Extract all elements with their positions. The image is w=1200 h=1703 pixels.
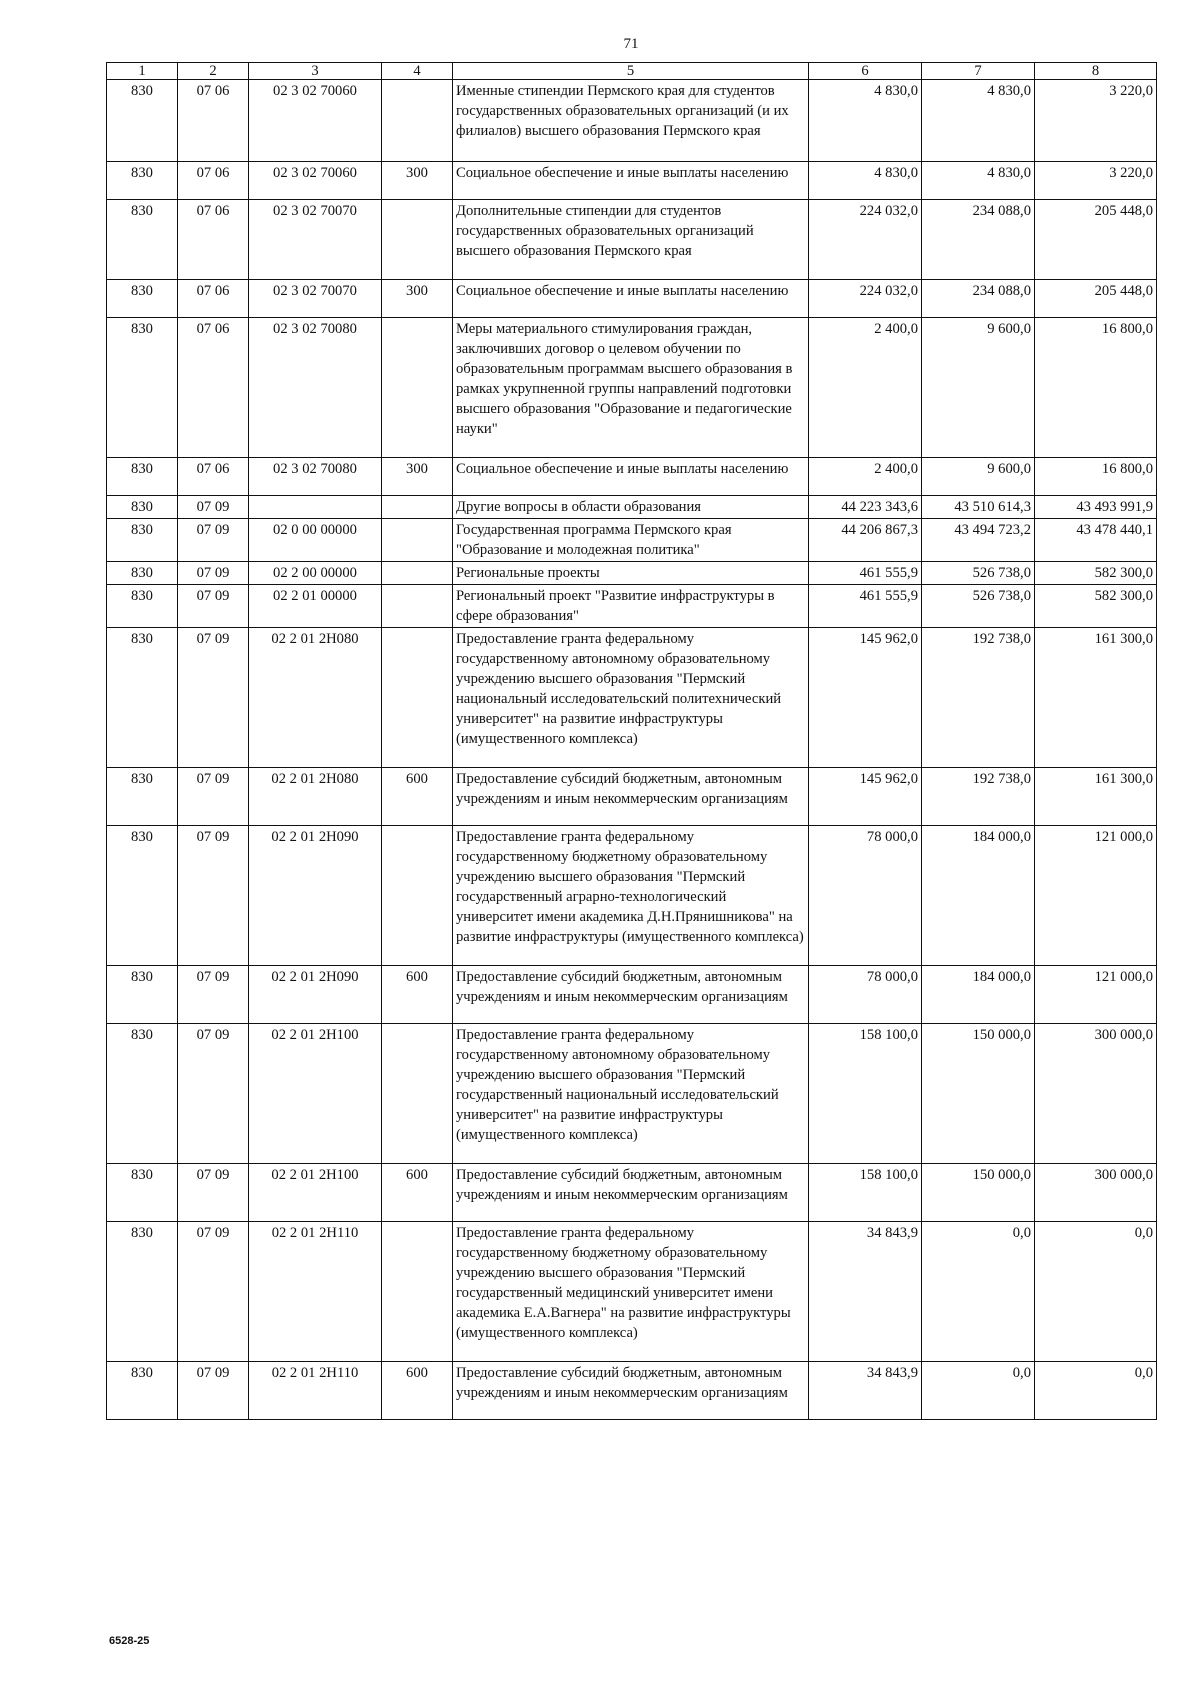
code-admin-cell: 830 <box>107 200 178 280</box>
code-section-cell: 07 06 <box>178 162 249 200</box>
code-expense-type-cell: 300 <box>382 458 453 496</box>
code-expense-type-cell: 300 <box>382 162 453 200</box>
code-expense-type-cell: 600 <box>382 966 453 1024</box>
description-cell: Региональный проект "Развитие инфраструктуры в сфере образования" <box>453 585 809 628</box>
table-row <box>107 966 1157 1024</box>
code-target-cell: 02 2 01 2Н100 <box>249 1164 382 1222</box>
amount-2026-cell: 43 494 723,2 <box>922 519 1035 562</box>
amount-2026-cell: 43 510 614,3 <box>922 496 1035 519</box>
code-admin-cell: 830 <box>107 966 178 1024</box>
amount-2025-cell: 4 830,0 <box>809 162 922 200</box>
code-admin-cell: 830 <box>107 826 178 966</box>
table-row <box>107 1024 1157 1164</box>
code-admin-cell: 830 <box>107 80 178 162</box>
code-target-cell: 02 2 01 2Н090 <box>249 966 382 1024</box>
code-expense-type-cell: 600 <box>382 1164 453 1222</box>
table-row <box>107 826 1157 966</box>
table-row <box>107 1164 1157 1222</box>
description-cell: Меры материального стимулирования граждан, заключивших договор о целевом обучении по образовательным программам высшего образования в рамках укрупненной группы направлений подготовки высшего образования "Образование и педагогические науки" <box>453 318 809 458</box>
table-row <box>107 562 1157 585</box>
table-row <box>107 768 1157 826</box>
amount-2027-cell: 43 478 440,1 <box>1035 519 1157 562</box>
description-cell: Предоставление субсидий бюджетным, автономным учреждениям и иным некоммерческим организациям <box>453 768 809 826</box>
amount-2026-cell: 4 830,0 <box>922 80 1035 162</box>
amount-2025-cell: 2 400,0 <box>809 458 922 496</box>
amount-2026-cell: 526 738,0 <box>922 562 1035 585</box>
code-target-cell: 02 2 01 2Н080 <box>249 628 382 768</box>
amount-2025-cell: 461 555,9 <box>809 562 922 585</box>
table-row <box>107 200 1157 280</box>
column-header: 5 <box>453 63 809 80</box>
code-target-cell: 02 3 02 70070 <box>249 200 382 280</box>
code-section-cell: 07 09 <box>178 585 249 628</box>
code-section-cell: 07 09 <box>178 1164 249 1222</box>
code-section-cell: 07 09 <box>178 768 249 826</box>
amount-2026-cell: 184 000,0 <box>922 966 1035 1024</box>
budget-table <box>106 62 1157 1420</box>
code-expense-type-cell <box>382 1222 453 1362</box>
amount-2026-cell: 0,0 <box>922 1362 1035 1420</box>
code-section-cell: 07 06 <box>178 80 249 162</box>
amount-2026-cell: 4 830,0 <box>922 162 1035 200</box>
code-section-cell: 07 09 <box>178 562 249 585</box>
amount-2025-cell: 78 000,0 <box>809 966 922 1024</box>
amount-2027-cell: 16 800,0 <box>1035 318 1157 458</box>
code-target-cell: 02 0 00 00000 <box>249 519 382 562</box>
description-cell: Предоставление гранта федеральному государственному автономному образовательному учреждению высшего образования "Пермский национальный исследовательский политехнический университет" на развитие инфраструктуры (имущественного комплекса) <box>453 628 809 768</box>
code-expense-type-cell <box>382 826 453 966</box>
code-expense-type-cell <box>382 496 453 519</box>
column-header: 1 <box>107 63 178 80</box>
amount-2026-cell: 0,0 <box>922 1222 1035 1362</box>
amount-2026-cell: 234 088,0 <box>922 200 1035 280</box>
amount-2027-cell: 205 448,0 <box>1035 280 1157 318</box>
description-cell: Предоставление субсидий бюджетным, автономным учреждениям и иным некоммерческим организациям <box>453 1164 809 1222</box>
code-expense-type-cell <box>382 318 453 458</box>
code-target-cell: 02 3 02 70070 <box>249 280 382 318</box>
code-section-cell: 07 06 <box>178 200 249 280</box>
code-expense-type-cell: 300 <box>382 280 453 318</box>
header-row <box>107 63 1157 80</box>
code-admin-cell: 830 <box>107 1024 178 1164</box>
table-row <box>107 280 1157 318</box>
amount-2027-cell: 205 448,0 <box>1035 200 1157 280</box>
amount-2026-cell: 526 738,0 <box>922 585 1035 628</box>
amount-2025-cell: 78 000,0 <box>809 826 922 966</box>
code-section-cell: 07 09 <box>178 1222 249 1362</box>
column-header: 6 <box>809 63 922 80</box>
code-target-cell: 02 2 01 2Н110 <box>249 1362 382 1420</box>
amount-2025-cell: 158 100,0 <box>809 1164 922 1222</box>
code-section-cell: 07 06 <box>178 458 249 496</box>
table-row <box>107 318 1157 458</box>
table-row <box>107 80 1157 162</box>
code-expense-type-cell <box>382 519 453 562</box>
column-header: 4 <box>382 63 453 80</box>
table-row <box>107 162 1157 200</box>
amount-2027-cell: 16 800,0 <box>1035 458 1157 496</box>
code-admin-cell: 830 <box>107 585 178 628</box>
code-admin-cell: 830 <box>107 496 178 519</box>
code-admin-cell: 830 <box>107 280 178 318</box>
description-cell: Другие вопросы в области образования <box>453 496 809 519</box>
code-expense-type-cell <box>382 562 453 585</box>
table-row <box>107 628 1157 768</box>
code-target-cell: 02 3 02 70080 <box>249 458 382 496</box>
code-target-cell: 02 2 00 00000 <box>249 562 382 585</box>
code-section-cell: 07 09 <box>178 826 249 966</box>
amount-2025-cell: 44 206 867,3 <box>809 519 922 562</box>
description-cell: Социальное обеспечение и иные выплаты населению <box>453 162 809 200</box>
amount-2027-cell: 300 000,0 <box>1035 1164 1157 1222</box>
description-cell: Социальное обеспечение и иные выплаты населению <box>453 458 809 496</box>
description-cell: Предоставление субсидий бюджетным, автономным учреждениям и иным некоммерческим организациям <box>453 1362 809 1420</box>
amount-2025-cell: 34 843,9 <box>809 1362 922 1420</box>
amount-2025-cell: 34 843,9 <box>809 1222 922 1362</box>
page-number: 71 <box>623 36 639 52</box>
amount-2027-cell: 582 300,0 <box>1035 585 1157 628</box>
code-section-cell: 07 09 <box>178 628 249 768</box>
code-target-cell: 02 3 02 70080 <box>249 318 382 458</box>
code-expense-type-cell <box>382 1024 453 1164</box>
amount-2025-cell: 461 555,9 <box>809 585 922 628</box>
description-cell: Именные стипендии Пермского края для студентов государственных образовательных организаций (и их филиалов) высшего образования Пермского края <box>453 80 809 162</box>
table-row <box>107 519 1157 562</box>
amount-2027-cell: 3 220,0 <box>1035 80 1157 162</box>
code-expense-type-cell <box>382 200 453 280</box>
amount-2027-cell: 121 000,0 <box>1035 826 1157 966</box>
table-row <box>107 1362 1157 1420</box>
description-cell: Региональные проекты <box>453 562 809 585</box>
amount-2027-cell: 582 300,0 <box>1035 562 1157 585</box>
code-section-cell: 07 06 <box>178 280 249 318</box>
amount-2027-cell: 161 300,0 <box>1035 768 1157 826</box>
amount-2025-cell: 224 032,0 <box>809 280 922 318</box>
column-header: 7 <box>922 63 1035 80</box>
amount-2027-cell: 161 300,0 <box>1035 628 1157 768</box>
amount-2025-cell: 158 100,0 <box>809 1024 922 1164</box>
document-code: 6528-25 <box>109 1635 150 1647</box>
code-section-cell: 07 09 <box>178 1024 249 1164</box>
amount-2025-cell: 2 400,0 <box>809 318 922 458</box>
code-admin-cell: 830 <box>107 1164 178 1222</box>
code-admin-cell: 830 <box>107 318 178 458</box>
amount-2026-cell: 150 000,0 <box>922 1164 1035 1222</box>
code-target-cell: 02 2 01 2Н090 <box>249 826 382 966</box>
amount-2026-cell: 9 600,0 <box>922 318 1035 458</box>
amount-2027-cell: 121 000,0 <box>1035 966 1157 1024</box>
amount-2025-cell: 145 962,0 <box>809 768 922 826</box>
code-target-cell: 02 2 01 00000 <box>249 585 382 628</box>
code-expense-type-cell: 600 <box>382 768 453 826</box>
code-target-cell: 02 2 01 2Н110 <box>249 1222 382 1362</box>
code-target-cell: 02 2 01 2Н100 <box>249 1024 382 1164</box>
code-section-cell: 07 09 <box>178 966 249 1024</box>
description-cell: Предоставление гранта федеральному государственному бюджетному образовательному учреждению высшего образования "Пермский государственный медицинский университет имени академика Е.А.Вагнера" на развитие инфраструктуры (имущественного комплекса) <box>453 1222 809 1362</box>
column-header: 3 <box>249 63 382 80</box>
code-admin-cell: 830 <box>107 1362 178 1420</box>
code-admin-cell: 830 <box>107 768 178 826</box>
code-section-cell: 07 09 <box>178 1362 249 1420</box>
code-section-cell: 07 09 <box>178 496 249 519</box>
amount-2027-cell: 43 493 991,9 <box>1035 496 1157 519</box>
description-cell: Предоставление гранта федеральному государственному бюджетному образовательному учреждению высшего образования "Пермский государственный аграрно-технологический университет имени академика Д.Н.Прянишникова" на развитие инфраструктуры (имущественного комплекса) <box>453 826 809 966</box>
code-expense-type-cell <box>382 585 453 628</box>
code-admin-cell: 830 <box>107 519 178 562</box>
amount-2027-cell: 0,0 <box>1035 1362 1157 1420</box>
code-expense-type-cell <box>382 628 453 768</box>
amount-2026-cell: 9 600,0 <box>922 458 1035 496</box>
description-cell: Предоставление гранта федеральному государственному автономному образовательному учреждению высшего образования "Пермский государственный национальный исследовательский университет" на развитие инфраструктуры (имущественного комплекса) <box>453 1024 809 1164</box>
amount-2027-cell: 3 220,0 <box>1035 162 1157 200</box>
amount-2025-cell: 44 223 343,6 <box>809 496 922 519</box>
amount-2026-cell: 150 000,0 <box>922 1024 1035 1164</box>
code-section-cell: 07 09 <box>178 519 249 562</box>
column-header: 2 <box>178 63 249 80</box>
amount-2026-cell: 192 738,0 <box>922 628 1035 768</box>
code-target-cell: 02 2 01 2Н080 <box>249 768 382 826</box>
code-admin-cell: 830 <box>107 162 178 200</box>
description-cell: Социальное обеспечение и иные выплаты населению <box>453 280 809 318</box>
description-cell: Государственная программа Пермского края "Образование и молодежная политика" <box>453 519 809 562</box>
code-admin-cell: 830 <box>107 628 178 768</box>
amount-2027-cell: 300 000,0 <box>1035 1024 1157 1164</box>
amount-2025-cell: 4 830,0 <box>809 80 922 162</box>
description-cell: Дополнительные стипендии для студентов государственных образовательных организаций высшего образования Пермского края <box>453 200 809 280</box>
code-expense-type-cell: 600 <box>382 1362 453 1420</box>
code-admin-cell: 830 <box>107 562 178 585</box>
code-target-cell: 02 3 02 70060 <box>249 80 382 162</box>
amount-2025-cell: 145 962,0 <box>809 628 922 768</box>
amount-2025-cell: 224 032,0 <box>809 200 922 280</box>
table-row <box>107 1222 1157 1362</box>
amount-2026-cell: 184 000,0 <box>922 826 1035 966</box>
description-cell: Предоставление субсидий бюджетным, автономным учреждениям и иным некоммерческим организациям <box>453 966 809 1024</box>
code-target-cell: 02 3 02 70060 <box>249 162 382 200</box>
table-row <box>107 458 1157 496</box>
code-section-cell: 07 06 <box>178 318 249 458</box>
code-expense-type-cell <box>382 80 453 162</box>
code-admin-cell: 830 <box>107 1222 178 1362</box>
code-target-cell <box>249 496 382 519</box>
table-row <box>107 585 1157 628</box>
code-admin-cell: 830 <box>107 458 178 496</box>
amount-2026-cell: 192 738,0 <box>922 768 1035 826</box>
table-row <box>107 496 1157 519</box>
amount-2026-cell: 234 088,0 <box>922 280 1035 318</box>
amount-2027-cell: 0,0 <box>1035 1222 1157 1362</box>
column-header: 8 <box>1035 63 1157 80</box>
